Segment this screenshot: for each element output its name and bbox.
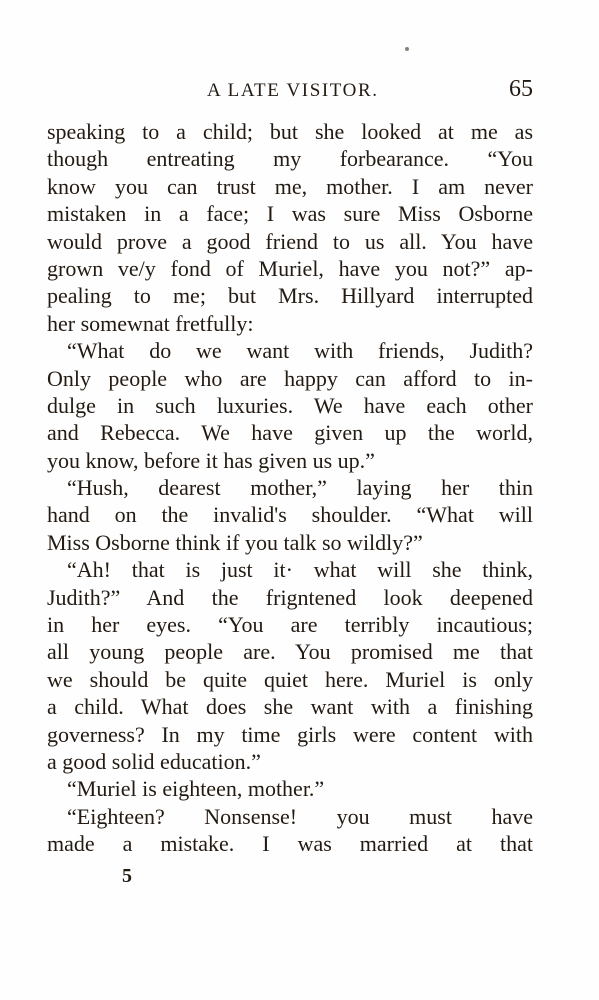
text-line: a child. What does she want with a finishing [47,694,533,720]
text-line: “What do we want with friends, Judith? [67,338,533,364]
text-line: Miss Osborne think if you talk so wildly?” [47,529,423,555]
text-line: you know, before it has given us up.” [47,447,375,473]
text-line: “Eighteen? Nonsense! you must have [67,803,533,829]
text-line: know you can trust me, mother. I am never [47,173,533,199]
text-line: hand on the invalid's shoulder. “What will [47,502,533,528]
body-text [47,118,533,858]
text-line: Only people who are happy can afford to in- [47,365,533,391]
signature-mark: 5 [122,865,132,887]
text-line: in her eyes. “You are terribly incautious; [47,612,533,638]
text-line: “Ah! that is just it· what will she think, [67,557,533,583]
text-line: dulge in such luxuries. We have each other [47,392,533,418]
text-line: governess? In my time girls were content with [47,721,533,747]
text-line: pealing to me; but Mrs. Hillyard interrupted [47,283,533,309]
running-head [47,76,533,106]
page-number: 65 [509,76,533,102]
text-line: made a mistake. I was married at that [47,831,533,857]
text-line: a good solid education.” [47,748,261,774]
text-line: Judith?” And the frigntened look deepened [47,584,533,610]
text-line: though entreating my forbearance. “You [47,146,533,172]
text-line: we should be quite quiet here. Muriel is only [47,666,533,692]
text-line: and Rebecca. We have given up the world, [47,420,533,446]
text-line: “Muriel is eighteen, mother.” [67,776,325,802]
running-title: A LATE VISITOR. [207,80,379,101]
text-line: her somewnat fretfully: [47,310,254,336]
text-line: “Hush, dearest mother,” laying her thin [67,475,533,501]
ink-speck [405,47,409,51]
text-line: mistaken in a face; I was sure Miss Osborne [47,201,533,227]
text-line: grown ve/y fond of Muriel, have you not?” ap- [47,255,533,281]
text-line: all young people are. You promised me that [47,639,533,665]
text-line: speaking to a child; but she looked at me as [47,119,533,144]
text-line: would prove a good friend to us all. You have [47,228,533,254]
